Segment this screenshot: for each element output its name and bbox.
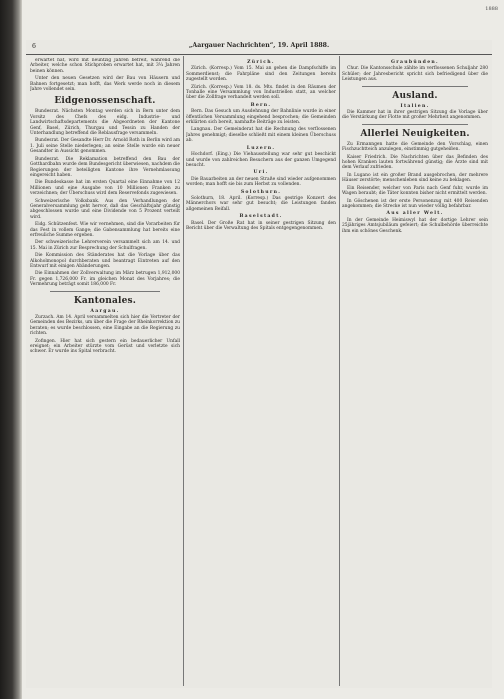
page-number: 6 (32, 43, 36, 50)
column-rule (339, 56, 340, 686)
article-paragraph: Schweizerische Volksbank. Aus den Verhandlungen der Generalversammlung geht hervor, daß das Geschäftsjahr günstig abgeschlossen wurde und eine Dividende von 5 Prozent verteilt wird. (30, 198, 180, 220)
newspaper-title-date: „Aargauer Nachrichten“, 19. April 1888. (188, 42, 330, 49)
article-paragraph: Zürich. (Korresp.) Vom 18. ds. Mts. findet in den Räumen der Tonhalle eine Versammlung von Industriellen statt, an welcher über die Zollfrage verhandelt werden soll. (186, 84, 336, 101)
article-paragraph: Chur. Die Kantonsschule zählte im verflossenen Schuljahr 280 Schüler; der Jahresbericht spricht sich befriedigend über die Leistungen aus. (342, 66, 488, 83)
article-paragraph: Bundesrat. Der Gesandte Herr Dr. Arnold Roth in Berlin wird am 1. Juli seine Stelle niederlegen; an seine Stelle wurde ein neuer Gesandter in Aussicht genommen. (30, 138, 180, 155)
article-paragraph: Langnau. Der Gemeinderat hat die Rechnung des verflossenen Jahres genehmigt; dieselbe schließt mit einem kleinen Überschuss ab. (186, 127, 336, 144)
article-paragraph: Hochdorf. (Eing.) Die Viehausstellung war sehr gut beschickt und wurde von zahlreichen Besuchern aus der ganzen Umgegend besucht. (186, 152, 336, 168)
subheading-luzern: Luzern. (246, 145, 276, 151)
section-heading-ausland: Ausland. (392, 90, 438, 101)
subheading-aargau: Aargau. (90, 308, 120, 314)
subheading-bern: Bern. (250, 102, 272, 108)
article-paragraph: Solothurn, 18. April. (Korresp.) Das gestrige Konzert des Männerchors war sehr gut besucht; die Leistungen fanden allgemeinen Beifall. (186, 195, 336, 212)
book-binding-edge (0, 0, 22, 699)
article-paragraph: Die Einnahmen der Zollverwaltung im März betrugen 1,912,000 Fr. gegen 1,726,000 Fr. im gleichen Monat des Vorjahres; die Vermehrung beträgt somit 186,000 Fr. (30, 271, 180, 288)
subheading-italien: Italien. (400, 103, 430, 109)
subheading-solothurn: Solothurn. (240, 189, 282, 195)
newspaper-page (26, 40, 492, 688)
article-paragraph: Zürich. (Korresp.) Vom 15. Mai an gehen die Dampfschiffe im Sommerdienst; die Fahrpläne sind den Zeitungen bereits zugestellt worden. (186, 66, 336, 83)
article-paragraph: Der schweizerische Lehrerverein versammelt sich am 14. und 15. Mai in Zürich zur Besprechung der Schulfragen. (30, 240, 180, 251)
article-paragraph: Unter den neuen Gesetzen wird der Bau von Häusern und Bahnen fortgesetzt; man hofft, das Werk werde noch in diesem Jahre vollendet sein. (30, 76, 180, 93)
section-heading-eidgenossenschaft: Eidgenossenschaft. (54, 96, 156, 107)
article-paragraph: Eidg. Schützenfest. Wie wir vernehmen, sind die Vorarbeiten für das Fest in vollem Gange; die Gabensammlung hat bereits eine erfreuliche Summe ergeben. (30, 222, 180, 238)
column-2 (186, 58, 336, 684)
page-header (26, 40, 492, 55)
article-paragraph: Zurzach. Am 14. April versammelten sich hier die Vertreter der Gemeinden des Bezirks, um über die Frage der Rheinkorrektion zu beraten; es wurde beschlossen, eine Eingabe an die Regierung zu richten. (30, 315, 180, 337)
section-divider (50, 291, 160, 292)
column-3 (342, 58, 488, 684)
column-1 (30, 58, 180, 684)
article-paragraph: Bern. Das Gesuch um Ausdehnung der Bahnlinie wurde in einer öffentlichen Versammlung eingehend besprochen; die Gemeinden erklärten sich bereit, namhafte Beiträge zu leisten. (186, 109, 336, 126)
section-heading-allerlei: Allerlei Neuigkeiten. (360, 128, 470, 139)
section-divider (362, 86, 468, 87)
article-paragraph: In Göschenen ist der erste Personenzug mit 400 Reisenden angekommen; die Strecke ist nun wieder völlig befahrbar. (342, 198, 488, 209)
article-paragraph: Kaiser Friedrich. Die Nachrichten über das Befinden des hohen Kranken lauten fortwährend günstig; die Ärzte sind mit dem Verlauf zufrieden. (342, 154, 488, 171)
article-paragraph: Bundesrat. Nächsten Montag werden sich in Bern unter dem Vorsitz des Chefs des eidg. Industrie- und Landwirtschaftsdepartements die Abgeordneten der Kantone Genf, Basel, Zürich, Thurgau und Tessin zu Handen der Unterhandlung betreffend die Reblausfrage versammeln. (30, 109, 180, 137)
subheading-graubuenden: Graubünden. (391, 60, 439, 65)
article-paragraph: Bundesrat. Die Reklamation betreffend den Bau der Gotthardbahn wurde dem Bundesgericht überwiesen, nachdem die Regierungen der beteiligten Kantone ihre Vernehmlassung eingereicht haben. (30, 156, 180, 178)
article-paragraph: Die Kammer hat in ihrer gestrigen Sitzung die Vorlage über die Verstärkung der Flotte mit großer Mehrheit angenommen. (342, 110, 488, 121)
article-paragraph: Die Bauarbeiten an der neuen Straße sind wieder aufgenommen worden; man hofft sie bis zum Herbst zu vollenden. (186, 176, 336, 188)
subheading-zuerich: Zürich. (247, 60, 275, 65)
article-paragraph: Zofingen. Hier hat sich gestern ein bedauerlicher Unfall ereignet; ein Arbeiter stürzte vom Gerüst und verletzte sich schwer. Er wurde ins Spital verbracht. (30, 338, 180, 355)
page-stamp: 1888 (485, 6, 498, 12)
article-paragraph: Zu Ermanngen hatte die Gemeinde den Vorschlag, einen Fischzuchtteich anzulegen, einstimmig gutgeheißen. (342, 141, 488, 153)
article-paragraph: In Lugano ist ein großer Brand ausgebrochen, der mehrere Häuser zerstörte; menschenleben sind keine zu beklagen. (342, 172, 488, 184)
section-heading-kantonales: Kantonales. (73, 295, 137, 306)
article-paragraph: In der Gemeinde Heimiswyl hat der dortige Lehrer sein 25jähriges Amtsjubiläum gefeiert; die Schulbehörde überreichte ihm ein schönes Geschenk. (342, 217, 488, 234)
article-paragraph: Ein Reisender, welcher von Paris nach Genf fuhr, wurde im Wagen beraubt; die Täter konnten bisher nicht ermittelt werden. (342, 185, 488, 197)
article-paragraph: Die Bundeskasse hat im ersten Quartal eine Einnahme von 12 Millionen und eine Ausgabe von 10 Millionen Franken zu verzeichnen; der Überschuss wird dem Reservefonds zugewiesen. (30, 180, 180, 197)
subheading-aus-aller-welt: Aus aller Welt. (386, 211, 444, 217)
subheading-baselstadt: Baselstadt. (239, 214, 283, 220)
article-paragraph: Basel. Der Große Rat hat in seiner gestrigen Sitzung den Bericht über die Verwaltung des Spitals entgegengenommen. (186, 220, 336, 231)
subheading-uri: Uri. (253, 170, 269, 176)
article-paragraph: erwartet hat, wird mit neuntzig Jahren befreit, während die Arbeiter, welche schon Stichproben erwartet hat, mit 3¼ Jahren beinen können. (30, 58, 180, 74)
article-paragraph: Die Kommission des Ständerates hat die Vorlage über das Alkoholmonopol durchberaten und beantragt Eintreten auf den Entwurf mit einigen Abänderungen. (30, 253, 180, 269)
section-divider (362, 124, 468, 125)
column-rule (183, 56, 184, 686)
